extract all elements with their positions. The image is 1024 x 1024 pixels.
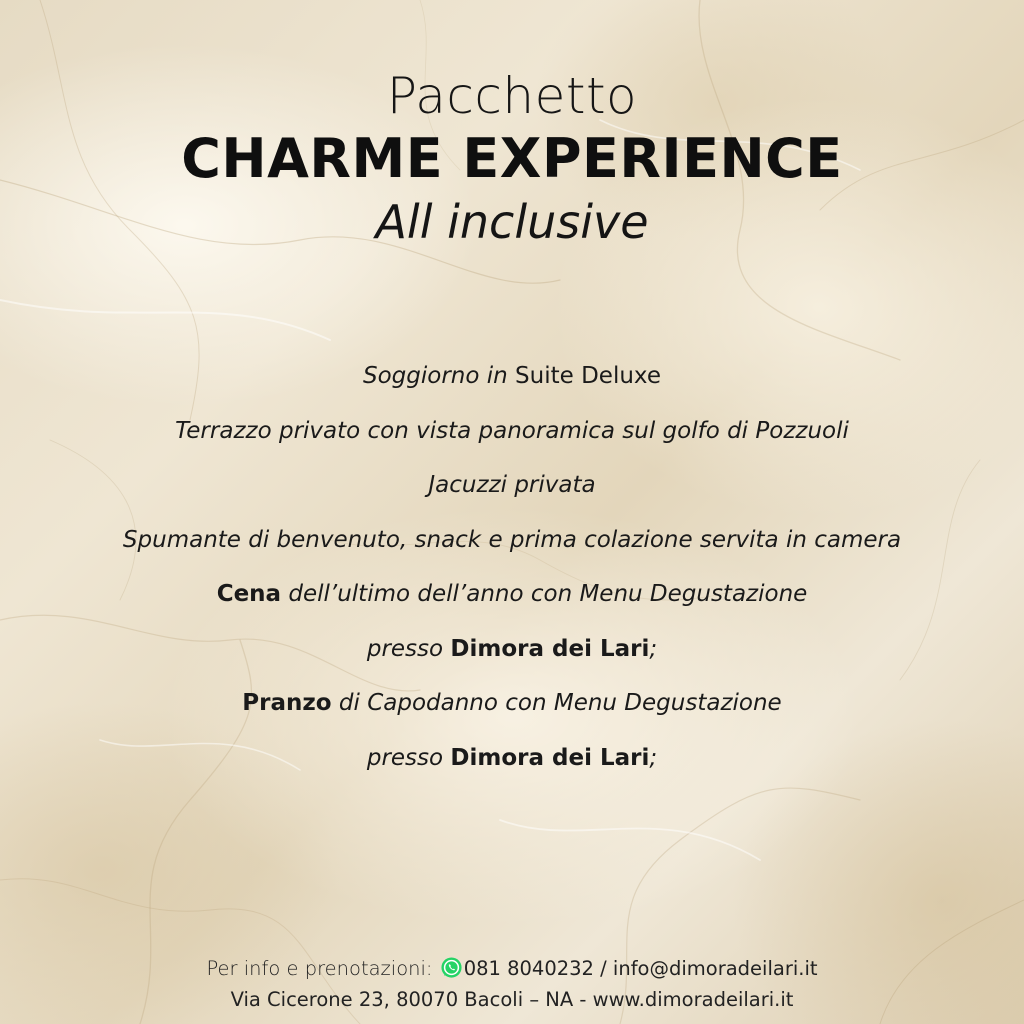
title-package-name: CHARME EXPERIENCE — [181, 127, 843, 190]
info-label: Per info e prenotazioni: — [206, 957, 439, 980]
header — [0, 66, 1024, 252]
feature-welcome: Spumante di benvenuto, snack e prima colazione servita in camera — [122, 526, 902, 553]
title-pacchetto: Pacchetto — [386, 67, 638, 125]
title-all-inclusive: All inclusive — [375, 195, 649, 249]
features-list — [0, 352, 1024, 788]
feature-terrace: Terrazzo privato con vista panoramica sul golfo di Pozzuoli — [175, 417, 849, 444]
feature-dinner-venue: presso Dimora dei Lari; — [366, 635, 658, 662]
feature-lunch-venue: presso Dimora dei Lari; — [366, 744, 658, 771]
whatsapp-icon — [440, 956, 463, 979]
feature-lunch: Pranzo di Capodanno con Menu Degustazione — [242, 690, 782, 716]
footer — [0, 953, 1024, 1015]
feature-suite: Soggiorno in Suite Deluxe — [363, 363, 661, 389]
feature-jacuzzi: Jacuzzi privata — [428, 472, 596, 498]
feature-dinner: Cena dell’ultimo dell’anno con Menu Degustazione — [216, 581, 808, 607]
email-link[interactable]: / info@dimoradeilari.it — [593, 957, 818, 980]
phone-number[interactable]: 081 8040232 — [463, 957, 594, 980]
contact-line — [0, 953, 1024, 984]
address-line: Via Cicerone 23, 80070 Bacoli – NA - www.dimoradeilari.it — [230, 988, 794, 1011]
